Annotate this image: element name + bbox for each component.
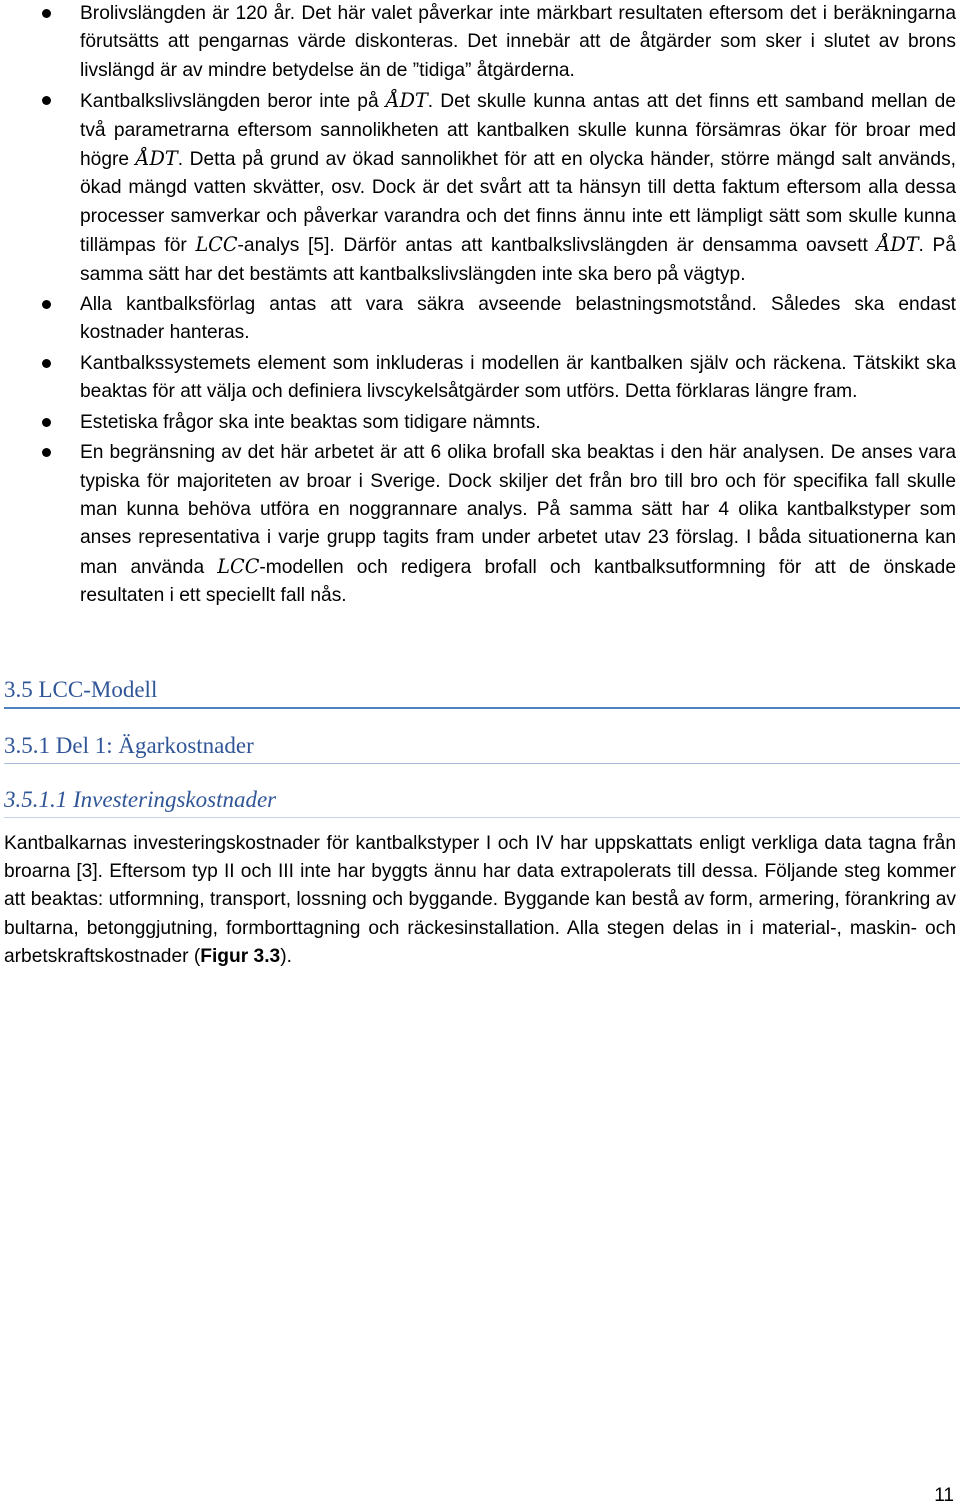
list-item-text: -modellen och redigera brofall och kantbalksutformning för att de önskade resultaten i ett speciellt fall nås. xyxy=(80,556,956,607)
subsection-heading: 3.5.1 Del 1: Ägarkostnader xyxy=(4,733,960,764)
list-item xyxy=(0,291,960,348)
bullet-icon xyxy=(42,359,51,368)
math-term: LCC xyxy=(195,233,238,257)
bullet-icon xyxy=(42,448,51,457)
paragraph-text: ). xyxy=(280,945,292,967)
body-paragraph xyxy=(4,830,956,971)
bullet-list xyxy=(0,0,960,613)
list-item xyxy=(0,87,960,289)
paragraph-text: Kantbalkarnas investeringskostnader för kantbalkstyper I och IV har uppskattats enligt verkliga data tagna från broarna [3]. Eftersom typ II och III inte har byggts ännu har data extrapolerats till dessa. Följande steg kommer att beaktas: utformning, transport, lossning och byggande. Byggande kan bestå av form, armering, förankring av bultarna, betonggjutning, formborttagning och räckesinstallation. Alla stegen delas in i material-, maskin- och arbetskraftskostnader ( xyxy=(4,833,956,967)
bullet-icon xyxy=(42,9,51,18)
list-item xyxy=(0,0,960,85)
bullet-icon xyxy=(42,300,51,309)
list-item-text: . På samma sätt har det bestämts att kantbalkslivslängden inte ska bero på vägtyp. xyxy=(80,235,957,285)
page-number: 11 xyxy=(934,1485,954,1506)
math-term: ÅDT xyxy=(876,233,919,257)
list-item-text: Kantbalkssystemets element som inkluderas i modellen är kantbalken själv och räckena. Tätskikt ska beaktas för att välja och definiera livscykelsåtgärder som utförs. Detta förklaras längre fram. xyxy=(80,352,956,403)
list-item-text: . Detta på grund av ökad sannolikhet för att en olycka händer, större mängd salt används, ökad mängd vatten skvätter, osv. Dock är det svårt att ta hänsyn till detta faktum eftersom alla dessa processer samverkar och påverkar varandra och det finns ännu inte ett lämpligt sätt som skulle kunna tillämpas för xyxy=(80,149,957,257)
list-item-text: -analys [5]. Därför antas att kantbalkslivslängden är densamma oavsett xyxy=(237,235,877,257)
list-item-text: Estetiska frågor ska inte beaktas som tidigare nämnts. xyxy=(80,411,541,433)
list-item-text: Kantbalkslivslängden beror inte på xyxy=(80,91,386,113)
bullet-icon xyxy=(42,418,51,427)
math-term: ÅDT xyxy=(385,89,428,113)
list-item xyxy=(0,409,960,437)
figure-reference: Figur 3.3 xyxy=(200,945,281,967)
list-item-text: Alla kantbalksförlag antas att vara säkra avseende belastningsmotstånd. Således ska endast kostnader hanteras. xyxy=(80,294,956,344)
list-item xyxy=(0,350,960,407)
list-item-text: Brolivslängden är 120 år. Det här valet påverkar inte märkbart resultaten eftersom det i beräkningarna förutsätts att pengarnas värde diskonteras. Det innebär att de åtgärder som sker i slutet av brons livslängd är av mindre betydelse än de ”tidiga” åtgärderna. xyxy=(80,3,956,81)
section-heading: 3.5 LCC-Modell xyxy=(4,677,960,709)
subsubsection-heading: 3.5.1.1 Investeringskostnader xyxy=(4,787,960,818)
list-item-text: . Det skulle kunna antas att det finns ett samband mellan de två parametrarna eftersom sannolikheten att kantbalken skulle kunna försämras ökar för broar med högre xyxy=(80,91,956,171)
math-term: LCC xyxy=(217,554,260,578)
bullet-icon xyxy=(42,96,51,105)
list-item-text: En begränsning av det här arbetet är att 6 olika brofall ska beaktas i den här analysen. De anses vara typiska för majoriteten av broar i Sverige. Dock skiljer det från bro till bro och för specifika fall skulle man kunna behöva utföra en noggrannare analys. På samma sätt har 4 olika kantbalkstyper som anses representativa i varje grupp tagits fram under arbetet utav 23 förslag. I båda situationerna kan man använda xyxy=(80,442,956,578)
list-item xyxy=(0,439,960,610)
math-term: ÅDT xyxy=(135,147,178,171)
